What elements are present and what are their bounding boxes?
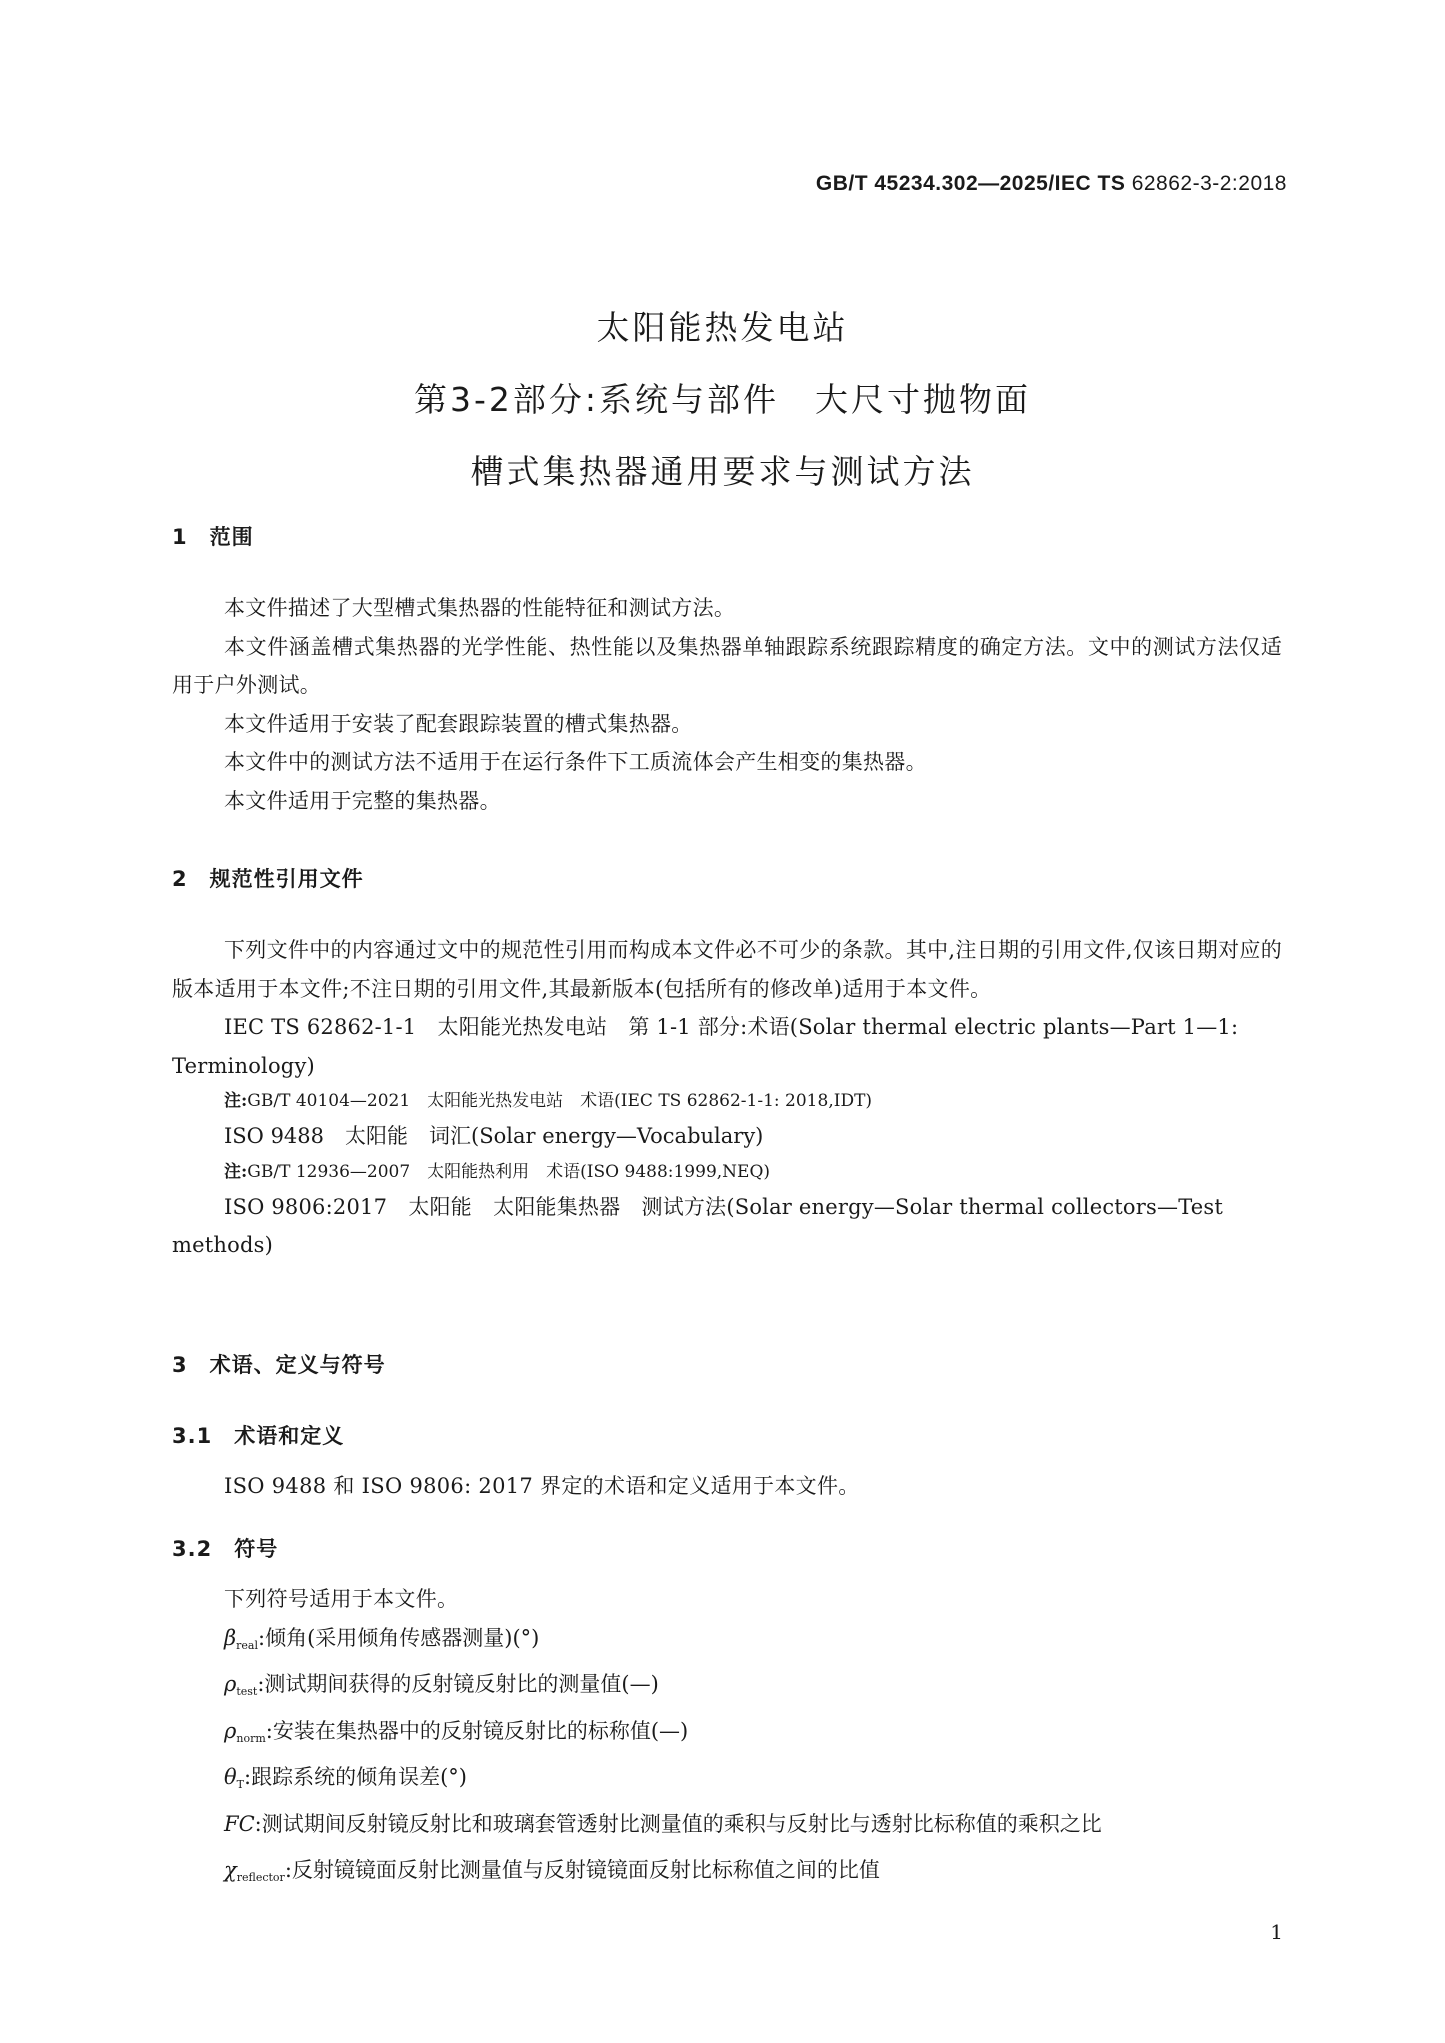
- symbol-entry: [172, 1805, 1282, 1852]
- section-2-heading-block: [172, 863, 1282, 893]
- title-line-3: 槽式集热器通用要求与测试方法: [470, 452, 975, 491]
- symbol-glyph: θ: [224, 1765, 237, 1789]
- reference-note: [172, 1156, 1282, 1188]
- section-2-heading: 2 规范性引用文件: [172, 867, 364, 891]
- symbol-subscript: norm: [236, 1731, 266, 1745]
- section-3-2-heading: 3.2 符号: [172, 1537, 279, 1561]
- symbol-subscript: T: [236, 1778, 244, 1791]
- title-line-2: 第3-2部分:系统与部件 大尺寸抛物面: [413, 380, 1032, 419]
- scope-paragraph: 本文件适用于完整的集热器。: [224, 788, 501, 813]
- page-number: 1: [1270, 1920, 1283, 1944]
- section-3-heading-block: [172, 1349, 1282, 1379]
- scope-paragraph: 本文件描述了大型槽式集热器的性能特征和测试方法。: [224, 596, 736, 620]
- reference-note: [172, 1085, 1282, 1117]
- scope-paragraph: 本文件涵盖槽式集热器的光学性能、热性能以及集热器单轴跟踪系统跟踪精度的确定方法。文中的测试方法仅适用于户外测试。: [172, 634, 1282, 697]
- symbol-entry: [172, 1619, 1282, 1666]
- symbol-entry: [172, 1665, 1282, 1712]
- standard-code-bold: GB/T 45234.302—2025/IEC TS: [815, 172, 1126, 195]
- standard-code: [816, 172, 1287, 196]
- note-text: GB/T 40104—2021 太阳能光热发电站 术语(IEC TS 62862-1-1: 2018,IDT): [247, 1091, 873, 1111]
- symbol-description: :测试期间获得的反射镜反射比的测量值(—): [257, 1672, 659, 1696]
- symbol-description: :反射镜镜面反射比测量值与反射镜镜面反射比标称值之间的比值: [284, 1858, 880, 1882]
- document-title: [0, 292, 1445, 508]
- symbol-entry: [172, 1712, 1282, 1759]
- reference-item: IEC TS 62862-1-1 太阳能光热发电站 第 1-1 部分:术语(Solar thermal electric plants—Part 1—1: Terminology): [172, 1015, 1239, 1078]
- reference-item: ISO 9488 太阳能 词汇(Solar energy—Vocabulary): [224, 1124, 764, 1148]
- symbol-glyph: β: [224, 1625, 237, 1650]
- note-label: 注:: [224, 1161, 248, 1182]
- section-3-heading: 3 术语、定义与符号: [172, 1353, 386, 1377]
- terms-paragraph: ISO 9488 和 ISO 9806: 2017 界定的术语和定义适用于本文件。: [224, 1474, 860, 1498]
- section-3-1-heading-block: [172, 1420, 1282, 1450]
- note-text: GB/T 12936—2007 太阳能热利用 术语(ISO 9488:1999,NEQ): [247, 1161, 771, 1182]
- standard-code-iec: 62862-3-2:2018: [1125, 172, 1287, 195]
- symbol-glyph: FC: [224, 1811, 255, 1836]
- symbol-description: :倾角(采用倾角传感器测量)(°): [258, 1625, 540, 1650]
- symbol-glyph: ρ: [224, 1718, 237, 1743]
- section-3-2-heading-block: [172, 1533, 1282, 1563]
- section-1-body: [172, 589, 1282, 820]
- scope-paragraph: 本文件中的测试方法不适用于在运行条件下工质流体会产生相变的集热器。: [224, 750, 927, 774]
- symbol-description: :跟踪系统的倾角误差(°): [244, 1765, 467, 1789]
- symbol-description: :测试期间反射镜反射比和玻璃套管透射比测量值的乘积与反射比与透射比标称值的乘积之比: [254, 1811, 1102, 1836]
- symbol-glyph: χ: [224, 1858, 237, 1882]
- note-label: 注:: [224, 1091, 248, 1111]
- section-2-body: [172, 931, 1282, 1265]
- section-3-1-heading: 3.1 术语和定义: [172, 1424, 345, 1448]
- section-3-1-body: [172, 1467, 1282, 1506]
- symbol-entry: [172, 1851, 1282, 1898]
- section-3-2-body: [172, 1580, 1282, 1898]
- title-line-1: 太阳能热发电站: [596, 308, 849, 347]
- scope-paragraph: 本文件适用于安装了配套跟踪装置的槽式集热器。: [224, 711, 693, 736]
- symbol-description: :安装在集热器中的反射镜反射比的标称值(—): [265, 1718, 689, 1743]
- section-1-heading-block: [172, 521, 1282, 551]
- symbol-glyph: ρ: [224, 1672, 237, 1696]
- reference-item: ISO 9806:2017 太阳能 太阳能集热器 测试方法(Solar energy—Solar thermal collectors—Test methods): [172, 1194, 1224, 1257]
- references-intro: 下列文件中的内容通过文中的规范性引用而构成本文件必不可少的条款。其中,注日期的引用文件,仅该日期对应的版本适用于本文件;不注日期的引用文件,其最新版本(包括所有的修改单)适用于本文件。: [172, 938, 1282, 1001]
- symbol-subscript: reflector: [236, 1871, 285, 1884]
- section-1-heading: 1 范围: [172, 525, 254, 549]
- symbols-intro: 下列符号适用于本文件。: [224, 1587, 459, 1611]
- symbol-subscript: test: [236, 1685, 258, 1698]
- symbol-subscript: real: [236, 1638, 258, 1652]
- symbol-entry: [172, 1758, 1282, 1805]
